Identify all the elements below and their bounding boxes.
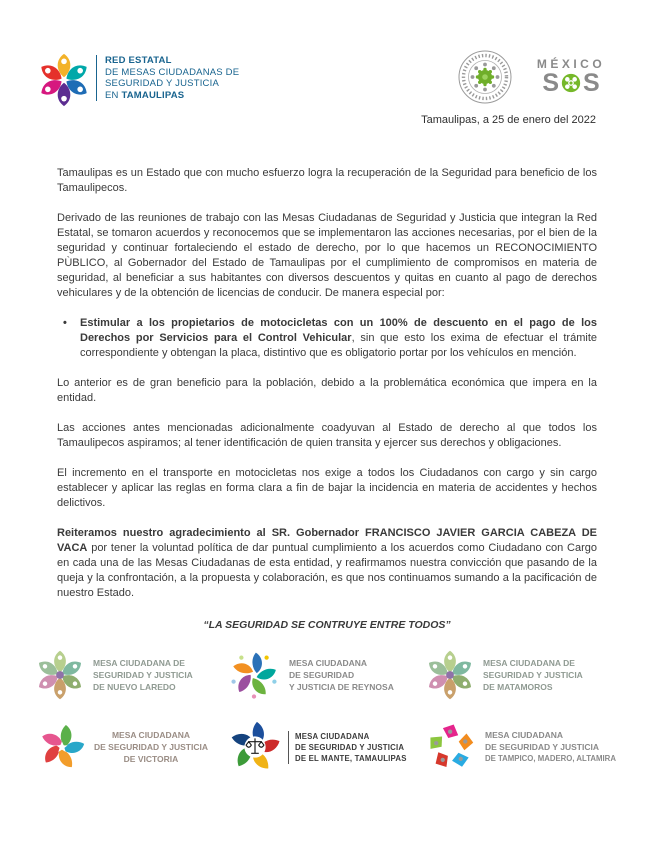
bullet-marker: • [63, 317, 67, 329]
slogan: “LA SEGURIDAD SE CONTRUYE ENTRE TODOS” [203, 619, 451, 631]
red-estatal-flower-logo-icon [36, 50, 92, 110]
paragraph-2: Derivado de las reuniones de trabajo con las Mesas Ciudadanas de Seguridad y Justicia que integran la Red Estatal, se tomaron acuerdos y reconocemos que se implementaron las acciones necesarias, por el bien de la seguridad y continuar fortaleciendo el estado de derecho, por lo que hacemos un RECONOCIMIENTO PÙBLICO, al Gobernador del Estado de Tamaulipas por el cumplimiento de compromisos en materia de seguridad, al beneficiar a sus habitantes con diversos descuentos y quitas en cuanto al pago de derechos vehiculares y de la obtención de licencias de conducir. De manera especial por: [57, 212, 597, 299]
paragraph-1: Tamaulipas es un Estado que con mucho esfuerzo logra la recuperación de la Seguridad para beneficio de los Tamaulipecos. [57, 167, 597, 194]
org-line3: SEGURIDAD Y JUSTICIA [105, 78, 219, 89]
paragraph-6: Reiteramos nuestro agradecimiento al SR. Gobernador FRANCISCO JAVIER GARCIA CABEZA DE VACA por tener la voluntad política de dar puntual cumplimiento a los acuerdos como Ciudadano con Cargo en cada una de las Mesas Ciudadanas de esta entidad, y reafirmamos nuestra convicción que pasando de la queja y la confrontación, a la propuesta y colaboración, es que nos continuamos sumando a la pacificación de nuestro Estado. [57, 527, 597, 599]
letter-date: Tamaulipas, a 25 de enero del 2022 [421, 114, 596, 126]
mesa-logo-victoria: MESA CIUDADANA DE SEGURIDAD Y JUSTICIA DE VICTORIA [34, 717, 226, 777]
bullet-text: Estimular a los propietarios de motocicletas con un 100% de descuento en el pago de los Derechos por Servicios para el Control Vehicular, sin que esto los exima de efectuar el trámite correspondiente y obtengan la placa, distintivo que es obligatorio portar por los vehículos en mención. [80, 317, 597, 359]
red-nacional-seal-icon [457, 49, 513, 105]
org-line1: RED ESTATAL [105, 55, 172, 66]
mesa-logo-el-mante: MESA CIUDADANA DE SEGURIDAD Y JUSTICIA DE EL MANTE, TAMAULIPAS [226, 717, 424, 777]
victoria-circle-people-icon [34, 718, 90, 776]
org-line4: EN TAMAULIPAS [105, 89, 185, 101]
mesa-logo-matamoros: MESA CIUDADANA DE SEGURIDAD Y JUSTICIA DE MATAMOROS [424, 646, 634, 704]
org-title-block [96, 55, 239, 101]
mesa-logo-reynosa: MESA CIUDADANA DE SEGURIDAD Y JUSTICIA DE REYNOSA [226, 646, 424, 704]
letter-body [57, 166, 597, 633]
paragraph-3: Lo anterior es de gran beneficio para la población, debido a la problemática económica que impera en la entidad. [57, 377, 597, 404]
mexico-sos-logo: MÉXICO S S [525, 57, 617, 94]
mexico-sos-wordmark: MÉXICO [536, 57, 606, 71]
sos-o-green-icon [560, 72, 582, 94]
paragraph-5: El incremento en el transporte en motocicletas nos exige a todos los Ciudadanos con cargo y sin cargo establecer y aplicar las reglas en forma clara a fin de bajar la incidencia en materia de accidentes y hechos delictivos. [57, 467, 597, 509]
nuevo-laredo-flower-icon [34, 647, 86, 703]
tampico-pinwheel-icon [424, 719, 478, 775]
matamoros-flower-icon [424, 647, 476, 703]
mesa-logo-tampico: MESA CIUDADANA DE SEGURIDAD Y JUSTICIA DE TAMPICO, MADERO, ALTAMIRA [424, 717, 634, 777]
el-mante-scales-circle-icon [226, 717, 284, 777]
bullet-item [57, 316, 597, 361]
mesa-logo-nuevo-laredo: MESA CIUDADANA DE SEGURIDAD Y JUSTICIA DE NUEVO LAREDO [34, 646, 226, 704]
org-line2: DE MESAS CIUDADANAS DE [105, 66, 240, 78]
paragraph-4: Las acciones antes mencionadas adicionalmente coadyuvan al Estado de derecho al que todos los Tamaulipecos aspiramos; al tener identificación de quien transita y ejercer sus derechos y obligaciones. [57, 422, 597, 449]
footer-logos [34, 646, 634, 777]
reynosa-circle-people-icon [226, 646, 282, 704]
